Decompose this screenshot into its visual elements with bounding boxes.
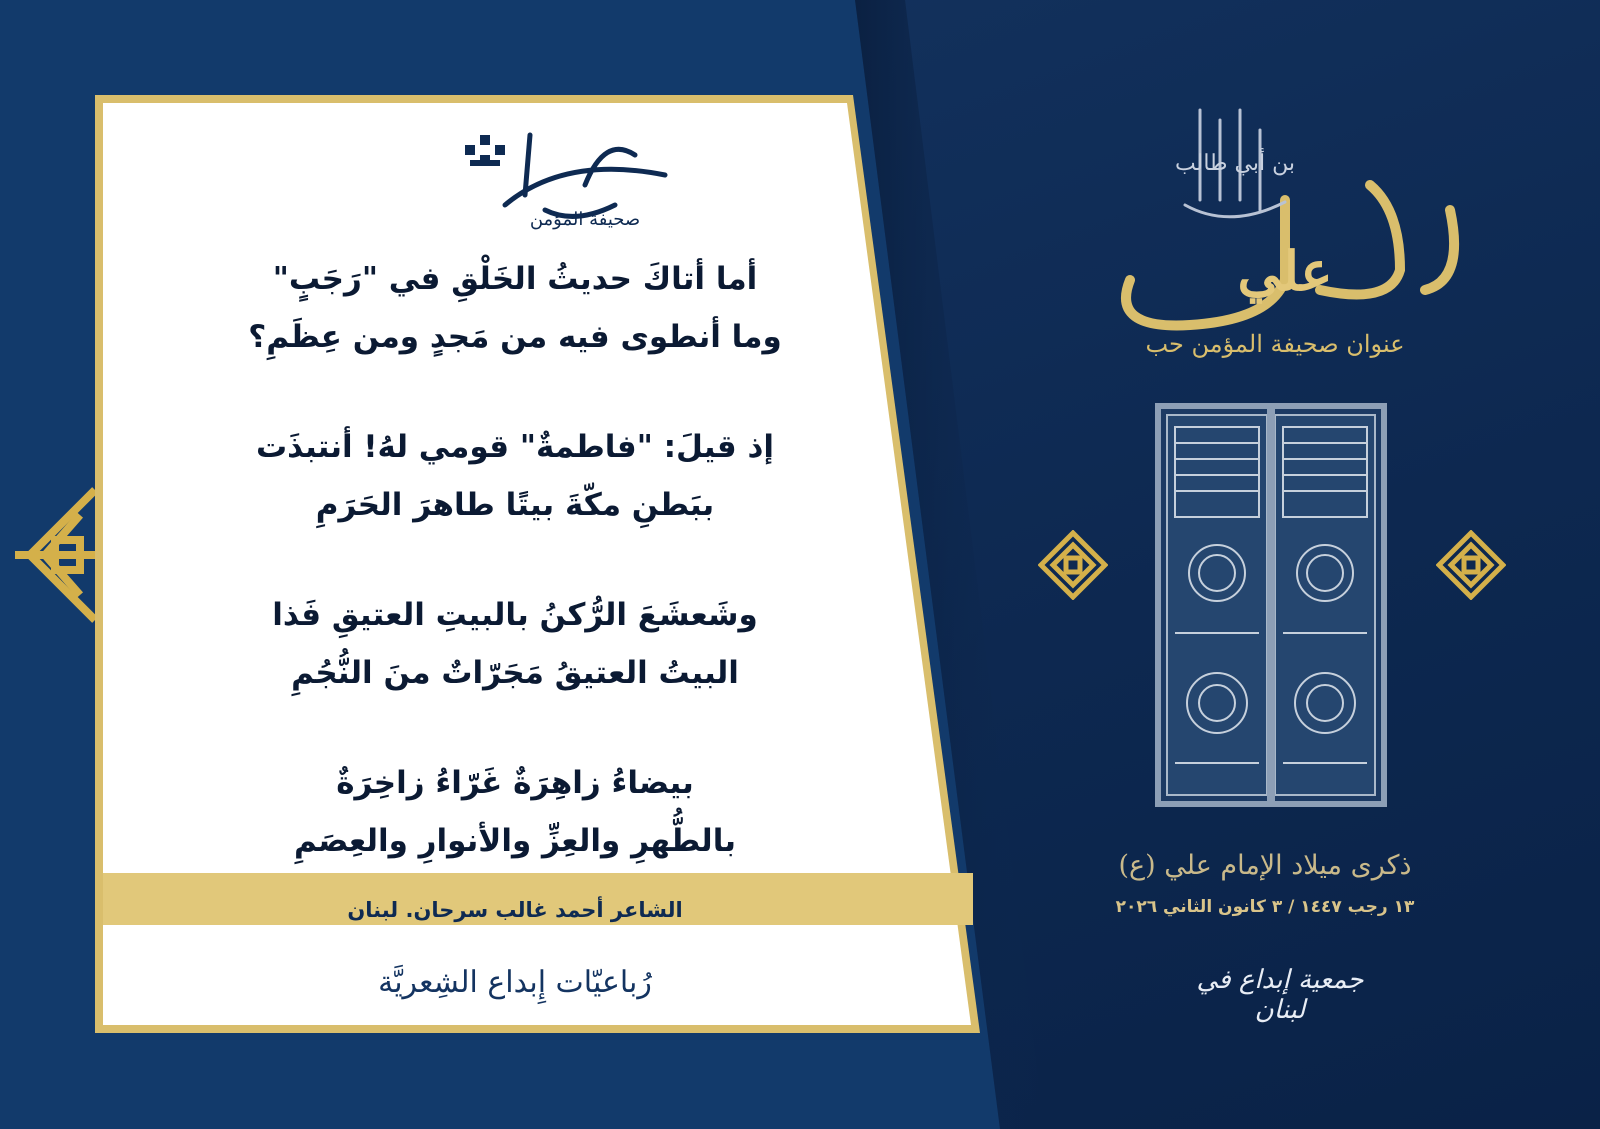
poem-line: البيتُ العتيقُ مَجَرّاتٌ منَ النُّجُمِ	[291, 655, 739, 691]
poem-line: وشَعشَعَ الرُّكنُ بالبيتِ العتيقِ فَذا	[272, 597, 758, 633]
kufic-ornament-left-icon	[0, 480, 100, 650]
kufic-ornament-icon	[1038, 530, 1108, 600]
poem-line: إذ قيلَ: "فاطمةٌ" قومي لهُ! أنتبذَت	[255, 429, 775, 465]
kufic-ornament-icon	[1436, 530, 1506, 600]
kaaba-door-icon	[1155, 403, 1387, 807]
poet-name: الشاعر أحمد غالب سرحان. لبنان	[347, 898, 683, 922]
poem-line: بالطُّهرِ والعِزِّ والأنوارِ والعِصَمِ	[294, 823, 736, 859]
poem-stanza	[205, 250, 825, 366]
poem-stanza	[205, 754, 825, 870]
title-sub: بن أبي طالب	[1175, 151, 1295, 176]
occasion-title: ذكرى ميلاد الإمام علي (ع)	[1118, 850, 1412, 881]
logo-label: صحيفة المؤمن	[529, 209, 641, 230]
poem-line: بيضاءُ زاهِرَةٌ غَرّاءُ زاخِرَةٌ	[336, 765, 694, 801]
poem-stanza	[205, 418, 825, 534]
collection-title: رُباعيّات إِبداع الشِعريَّة	[378, 965, 652, 1000]
poem-card	[95, 95, 995, 1033]
poem-line: ببَطنِ مكّةَ بيتًا طاهرَ الحَرَمِ	[315, 487, 715, 523]
occasion-date: ١٣ رجب ١٤٤٧ / ٣ كانون الثاني ٢٠٢٦	[1115, 897, 1415, 917]
poem	[205, 250, 825, 922]
poem-line: أما أتاكَ حديثُ الخَلْقِ في "رَجَبٍ"	[272, 261, 758, 297]
poem-line: وما أنطوى فيه من مَجدٍ ومن عِظَمِ؟	[248, 319, 782, 355]
ali-calligraphy-title	[1070, 90, 1480, 380]
title-arc: عنوان صحيفة المؤمن حب	[1145, 330, 1405, 358]
poem-stanza	[205, 586, 825, 702]
title-main: علي	[1237, 239, 1333, 303]
sahifat-almumin-logo-icon	[435, 115, 695, 235]
organization-logo: جمعية إبداع في لبنان	[1196, 965, 1364, 1025]
